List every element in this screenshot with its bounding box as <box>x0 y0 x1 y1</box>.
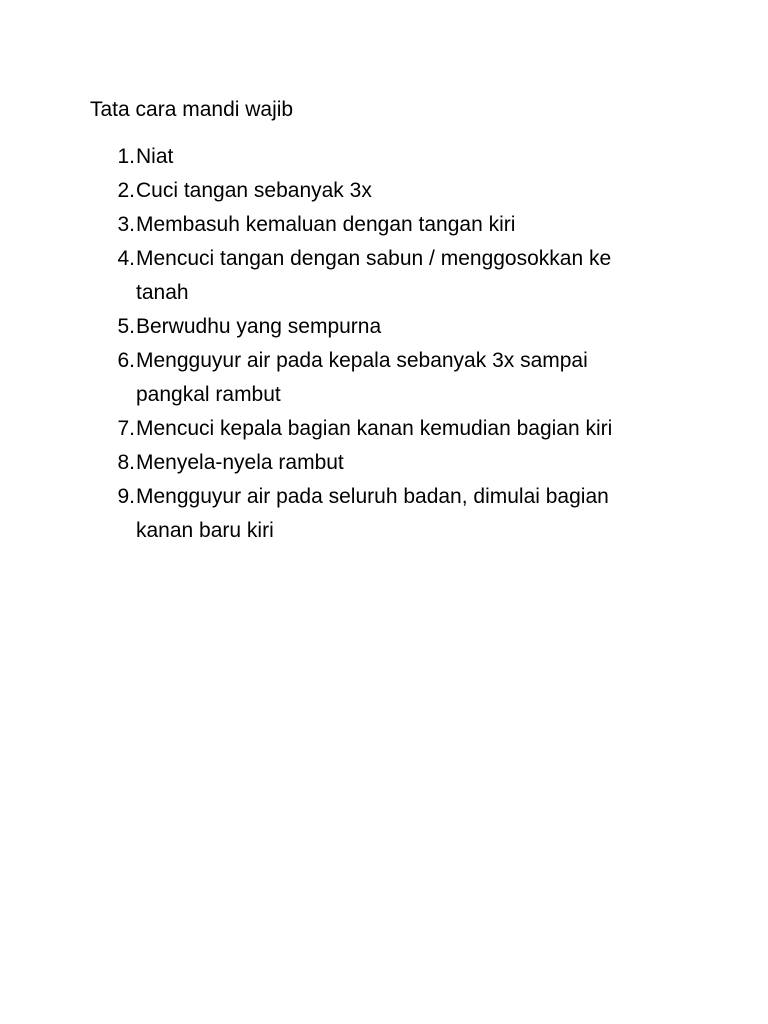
step-text: Menyela-nyela rambut <box>136 451 344 474</box>
document-title: Tata cara mandi wajib <box>90 98 294 121</box>
step-number: 9. <box>117 485 135 508</box>
step-number: 2. <box>117 179 135 202</box>
step-number: 1. <box>117 145 135 168</box>
step-text: Cuci tangan sebanyak 3x <box>136 179 372 202</box>
list-item <box>90 242 690 310</box>
step-number: 8. <box>117 451 135 474</box>
list-item <box>90 208 690 242</box>
list-item <box>90 140 690 174</box>
list-item <box>90 310 690 344</box>
step-text: Mengguyur air pada kepala sebanyak 3x sampai pangkal rambut <box>136 349 588 406</box>
step-number: 4. <box>117 247 135 270</box>
step-number: 7. <box>117 417 135 440</box>
steps-list <box>90 140 690 548</box>
step-text: Mencuci kepala bagian kanan kemudian bagian kiri <box>136 417 613 440</box>
step-text: Mengguyur air pada seluruh badan, dimulai bagian kanan baru kiri <box>136 485 609 542</box>
step-text: Niat <box>136 145 174 168</box>
step-number: 6. <box>117 349 135 372</box>
list-item <box>90 446 690 480</box>
step-number: 5. <box>117 315 135 338</box>
step-text: Mencuci tangan dengan sabun / menggosokkan ke tanah <box>136 247 612 304</box>
list-item <box>90 344 690 412</box>
step-number: 3. <box>117 213 135 236</box>
list-item <box>90 412 690 446</box>
list-item <box>90 174 690 208</box>
step-text: Berwudhu yang sempurna <box>136 315 382 338</box>
list-item <box>90 480 690 548</box>
step-text: Membasuh kemaluan dengan tangan kiri <box>136 213 516 236</box>
